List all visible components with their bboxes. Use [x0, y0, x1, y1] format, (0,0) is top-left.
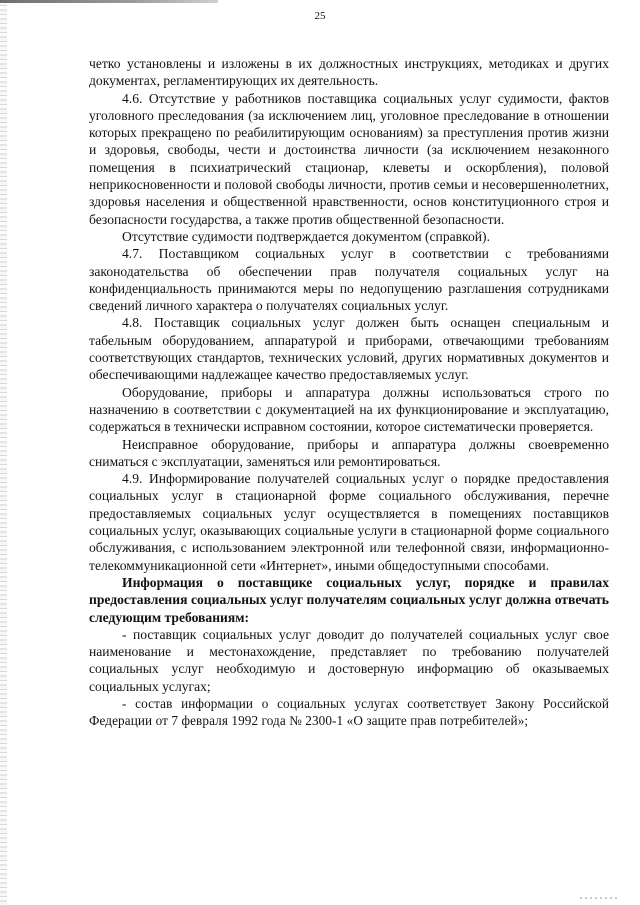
paragraph-equipment-use: Оборудование, приборы и аппаратура должны использоваться строго по назначению в соответствии с документацией на их функционирование и эксплуатацию, содержаться в технически исправном состоянии, которое систематически проверяется.	[89, 384, 609, 435]
paragraph-info-requirements: Информация о поставщике социальных услуг, порядке и правилах предоставления социальных услуг получателям социальных услуг должна отвечать следующим требованиям:	[89, 574, 609, 625]
scan-edge-left	[0, 0, 7, 905]
paragraph-4-9: 4.9. Информирование получателей социальных услуг о порядке предоставления социальных услуг в стационарной форме социального обслуживания, перечне предоставляемых социальных услуг осуществляется в помещениях поставщиков социальных услуг, оказывающих социальные услуги в стационарной форме социального обслуживания, с использованием электронной или телефонной связи, информационно-телекоммуникационной сети «Интернет», иными общедоступными способами.	[89, 471, 609, 573]
paragraph-no-record: Отсутствие судимости подтверждается документом (справкой).	[122, 228, 490, 244]
paragraph-4-7: 4.7. Поставщиком социальных услуг в соответствии с требованиями законодательства об обеспечении прав получателя социальных услуг на конфиденциальность принимаются меры по недопущению разглашения сотрудниками сведений личного характера о получателях социальных услуг.	[89, 246, 609, 314]
list-item-provider-name: - поставщик социальных услуг доводит до получателей социальных услуг свое наименование и местонахождение, представляет по требованию получателей социальных услуг необходимую и достоверную информацию об оказываемых социальных услугах;	[89, 626, 609, 694]
paragraph-4-6: 4.6. Отсутствие у работников поставщика социальных услуг судимости, фактов уголовного преследования (за исключением лиц, уголовное преследование в отношении которых прекращено по реабилитирующим основаниям) за преступления против жизни и здоровья, свободы, чести и достоинства личности (за исключением незаконного помещения в психиатрический стационар, клеветы и оскорбления), половой неприкосновенности и половой свободы личности, против семьи и несовершеннолетних, здоровья населения и общественной нравственности, основ конституционного строя и безопасности государства, а также против общественной безопасности.	[89, 90, 609, 227]
paragraph-faulty-equipment: Неисправное оборудование, приборы и аппаратура должны своевременно сниматься с эксплуатации, заменяться или ремонтироваться.	[89, 436, 609, 469]
page-number: 25	[314, 10, 326, 22]
document-body	[89, 55, 609, 730]
paragraph-continuation: четко установлены и изложены в их должностных инструкциях, методиках и других документах, регламентирующих их деятельность.	[89, 56, 609, 89]
scan-edge-top	[0, 0, 218, 3]
scan-smudge	[580, 897, 618, 899]
list-item-info-content: - состав информации о социальных услугах соответствует Закону Российской Федерации от 7 февраля 1992 года № 2300-1 «О защите прав потребителей»;	[89, 695, 609, 729]
paragraph-4-8: 4.8. Поставщик социальных услуг должен быть оснащен специальным и табельным оборудованием, аппаратурой и приборами, отвечающими требованиям соответствующих стандартов, технических условий, других нормативных документов и обеспечивающими надлежащее качество предоставляемых услуг.	[89, 315, 609, 383]
